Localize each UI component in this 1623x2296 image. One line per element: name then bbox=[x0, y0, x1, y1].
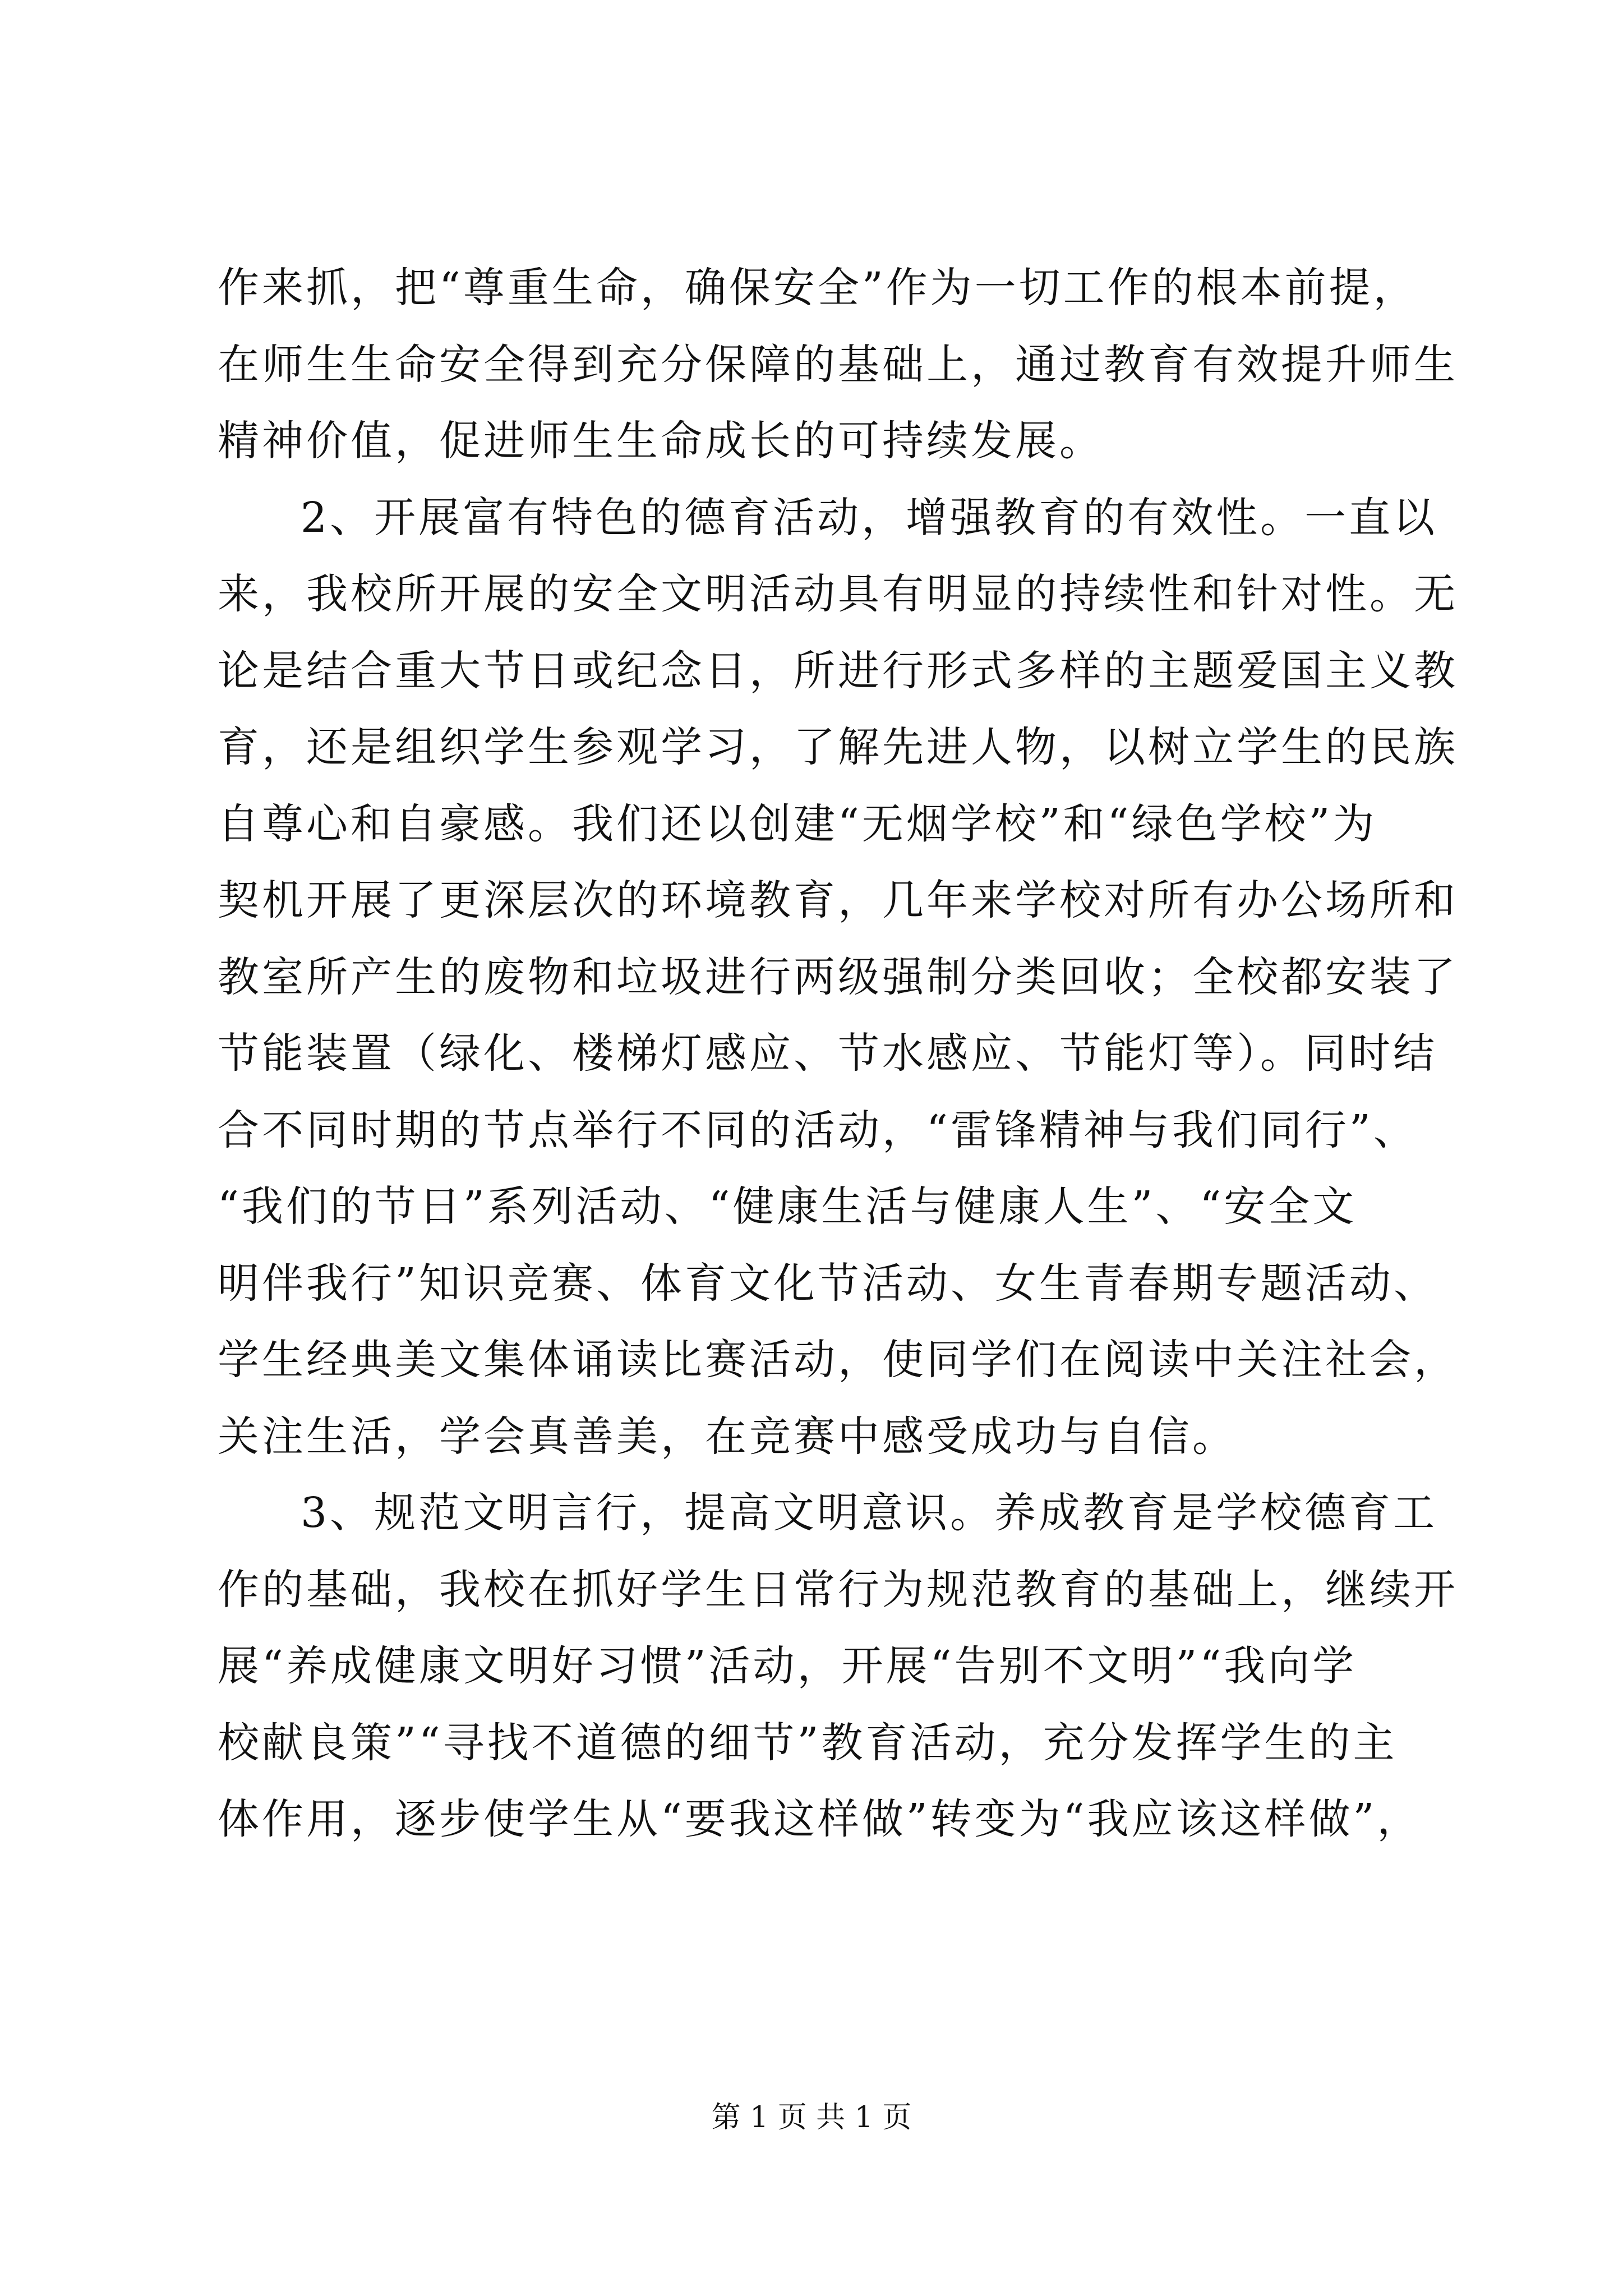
text-line: 合不同时期的节点举行不同的活动，“雷锋精神与我们同行”、 bbox=[218, 1106, 1418, 1154]
text-line: 精神价值，促进师生生命成长的可持续发展。 bbox=[218, 417, 1104, 465]
text-line: 来，我校所开展的安全文明活动具有明显的持续性和针对性。无 bbox=[218, 570, 1458, 618]
text-line: 教室所产生的废物和垃圾进行两级强制分类回收；全校都安装了 bbox=[218, 953, 1458, 1001]
text-line: 节能装置（绿化、楼梯灯感应、节水感应、节能灯等）。同时结 bbox=[218, 1029, 1437, 1078]
text-line: 明伴我行”知识竞赛、体育文化节活动、女生青春期专题活动、 bbox=[218, 1259, 1438, 1308]
text-line: 学生经典美文集体诵读比赛活动，使同学们在阅读中关注社会， bbox=[218, 1336, 1458, 1384]
text-line: 契机开展了更深层次的环境教育，几年来学校对所有办公场所和 bbox=[218, 876, 1458, 924]
text-line: 自尊心和自豪感。我们还以创建“无烟学校”和“绿色学校”为 bbox=[218, 799, 1377, 848]
text-line: 在师生生命安全得到充分保障的基础上，通过教育有效提升师生 bbox=[218, 340, 1458, 389]
text-line: 作的基础，我校在抓好学生日常行为规范教育的基础上，继续开 bbox=[218, 1565, 1458, 1614]
text-line: 体作用，逐步使学生从“要我这样做”转变为“我应该这样做”， bbox=[218, 1795, 1422, 1843]
text-line: 关注生活，学会真善美，在竞赛中感受成功与自信。 bbox=[218, 1412, 1237, 1461]
text-line: 作来抓，把“尊重生命，确保安全”作为一切工作的根本前提， bbox=[218, 264, 1418, 312]
text-line: 论是结合重大节日或纪念日，所进行形式多样的主题爱国主义教 bbox=[218, 646, 1458, 695]
paragraph-start-line: 2、开展富有特色的德育活动，增强教育的有效性。一直以 bbox=[301, 493, 1438, 542]
text-line: 校献良策”“寻找不道德的细节”教育活动，充分发挥学生的主 bbox=[218, 1718, 1398, 1767]
text-line: 育，还是组织学生参观学习，了解先进人物，以树立学生的民族 bbox=[218, 723, 1458, 771]
document-body bbox=[218, 250, 1458, 1858]
text-line: “我们的节日”系列活动、“健康生活与健康人生”、“安全文 bbox=[218, 1182, 1357, 1231]
paragraph-start-line: 3、规范文明言行，提高文明意识。养成教育是学校德育工 bbox=[301, 1489, 1438, 1537]
page-number-indicator: 第 1 页 共 1 页 bbox=[711, 2101, 912, 2134]
page-footer bbox=[0, 2098, 1623, 2137]
text-line: 展“养成健康文明好习惯”活动，开展“告别不文明”“我向学 bbox=[218, 1642, 1357, 1690]
